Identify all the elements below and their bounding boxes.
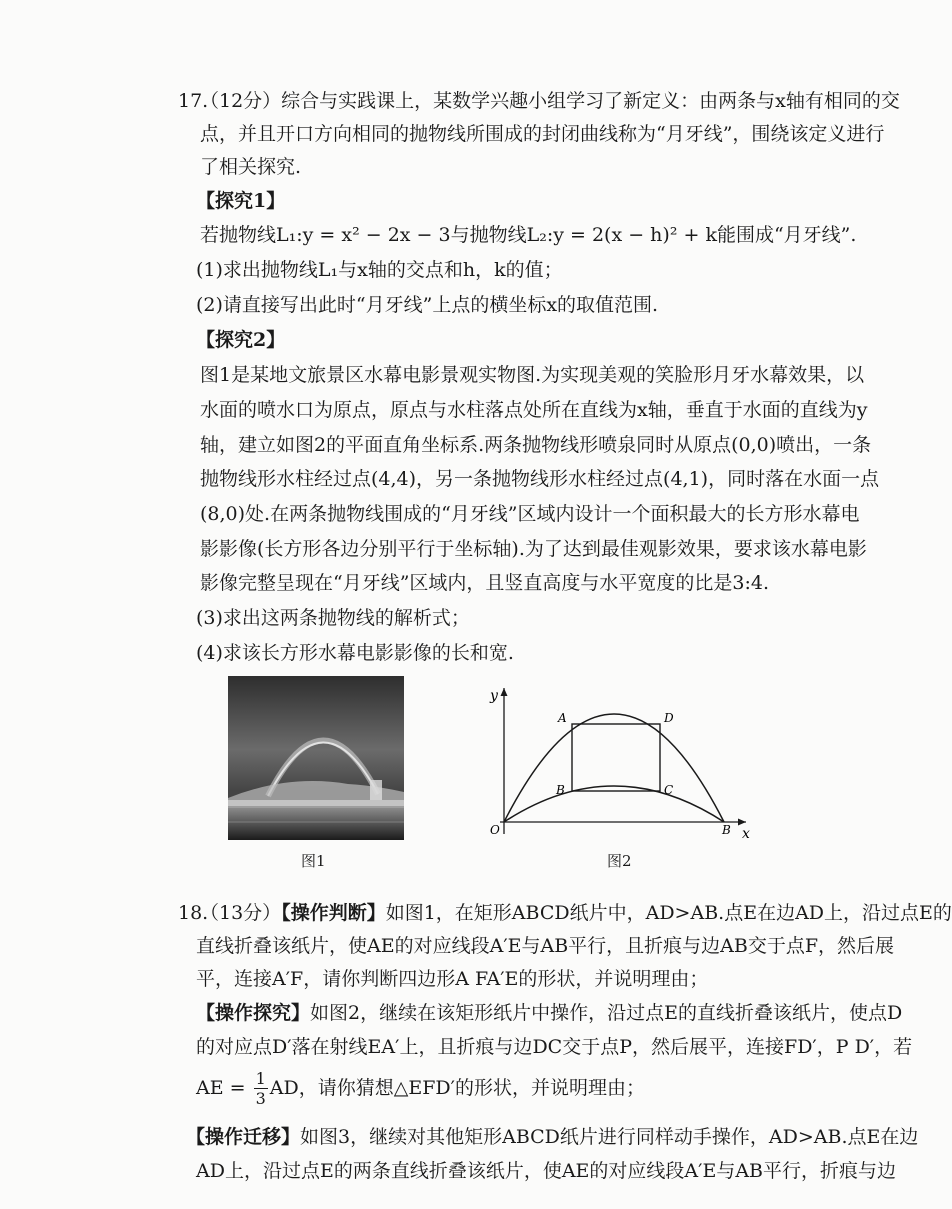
operate-transfer-tag: 【操作迁移】	[186, 1126, 301, 1148]
label-B: B	[556, 783, 565, 797]
q18-line-1-text: 如图1，在矩形ABCD纸片中，AD>AB.点E在边AD上，沿过点E的	[385, 902, 952, 924]
q18-line-6-post: AD，请你猜想△EFD′的形状，并说明理由；	[269, 1077, 645, 1099]
explore-1-line-1: 若抛物线L₁:y = x² − 2x − 3与抛物线L₂:y = 2(x − h)² + k能围成“月牙线”.	[200, 224, 857, 246]
question-18-number: 18.	[178, 902, 209, 924]
label-D: D	[664, 711, 674, 725]
q18-line-6-pre: AE =	[196, 1077, 252, 1099]
explore-2-line-8: (3)求出这两条抛物线的解析式；	[196, 607, 470, 629]
question-17-number: 17.	[178, 90, 209, 112]
explore-1-line-3: (2)请直接写出此时“月牙线”上点的横坐标x的取值范围.	[196, 294, 659, 316]
q17-intro-line-3: 了相关探究.	[200, 156, 302, 178]
q17-intro-line-2: 点，并且开口方向相同的抛物线所围成的封闭曲线称为“月牙线”，围绕该定义进行	[200, 123, 885, 145]
q18-line-2: 直线折叠该纸片，使AE的对应线段A′E与AB平行，且折痕与边AB交于点F，然后展	[196, 935, 895, 957]
q18-line-7	[186, 1124, 918, 1150]
explore-1-title: 【探究1】	[196, 190, 286, 212]
x-axis-arrow	[738, 819, 746, 826]
q17-intro-line-1: （12分）综合与实践课上，某数学兴趣小组学习了新定义：由两条与x轴有相同的交	[200, 90, 900, 112]
q18-line-4-text: 如图2，继续在该矩形纸片中操作，沿过点E的直线折叠该纸片，使点D	[310, 1002, 903, 1024]
explore-2-line-7: 影像完整呈现在“月牙线”区域内，且竖直高度与水平宽度的比是3:4.	[200, 572, 770, 594]
figure-2-diagram	[478, 682, 758, 842]
y-axis-arrow	[501, 688, 508, 696]
figure-1-fountain-photo	[228, 676, 404, 840]
explore-2-title: 【探究2】	[196, 329, 286, 351]
explore-2-line-3: 轴，建立如图2的平面直角坐标系.两条抛物线形喷泉同时从原点(0,0)喷出，一条	[200, 434, 872, 456]
q18-line-5: 的对应点D′落在射线EA′上，且折痕与边DC交于点P，然后展平，连接FD′，P D′，若	[196, 1036, 913, 1058]
label-y: y	[490, 688, 498, 704]
q18-line-6	[196, 1066, 645, 1110]
q18-line-4	[196, 1000, 902, 1026]
upper-parabola	[504, 714, 724, 822]
q18-line-3: 平，连接A′F，请你判断四边形A FA′E的形状，并说明理由；	[196, 968, 709, 990]
explore-2-line-2: 水面的喷水口为原点，原点与水柱落点处所在直线为x轴，垂直于水面的直线为y	[200, 399, 868, 421]
label-x: x	[742, 826, 750, 842]
label-C: C	[664, 783, 674, 797]
q18-line-1	[200, 900, 952, 926]
q18-line-8: AD上，沿过点E的两条直线折叠该纸片，使AE的对应线段A′E与AB平行，折痕与边	[196, 1160, 897, 1182]
operate-explore-tag: 【操作探究】	[196, 1002, 311, 1024]
screen-rectangle	[572, 724, 660, 791]
explore-2-line-9: (4)求该长方形水幕电影影像的长和宽.	[196, 642, 514, 664]
explore-2-line-1: 图1是某地文旅景区水幕电影景观实物图.为实现美观的笑脸形月牙水幕效果，以	[200, 364, 865, 386]
fountain-photo-drawing	[228, 676, 404, 840]
operate-judge-tag: 【操作判断】	[281, 902, 386, 924]
q18-score: （13分）	[200, 902, 282, 924]
explore-2-line-4: 抛物线形水柱经过点(4,4)，另一条抛物线形水柱经过点(4,1)，同时落在水面一点	[200, 468, 880, 490]
explore-2-line-5: (8,0)处.在两条抛物线围成的“月牙线”区域内设计一个面积最大的长方形水幕电	[200, 503, 860, 525]
figure-2-caption: 图2	[607, 852, 632, 870]
fraction-one-third	[254, 1071, 268, 1107]
fraction-numerator: 1	[255, 1069, 266, 1088]
fraction-denominator: 3	[255, 1089, 266, 1108]
explore-2-line-6: 影影像(长方形各边分别平行于坐标轴).为了达到最佳观影效果，要求该水幕电影	[200, 538, 867, 560]
figure-1-caption: 图1	[301, 852, 326, 870]
label-B-end: B	[722, 823, 731, 837]
label-A: A	[558, 711, 567, 725]
explore-1-line-2: (1)求出抛物线L₁与x轴的交点和h，k的值；	[196, 259, 563, 281]
q18-line-7-text: 如图3，继续对其他矩形ABCD纸片进行同样动手操作，AD>AB.点E在边	[300, 1126, 919, 1148]
label-O: O	[490, 823, 500, 837]
